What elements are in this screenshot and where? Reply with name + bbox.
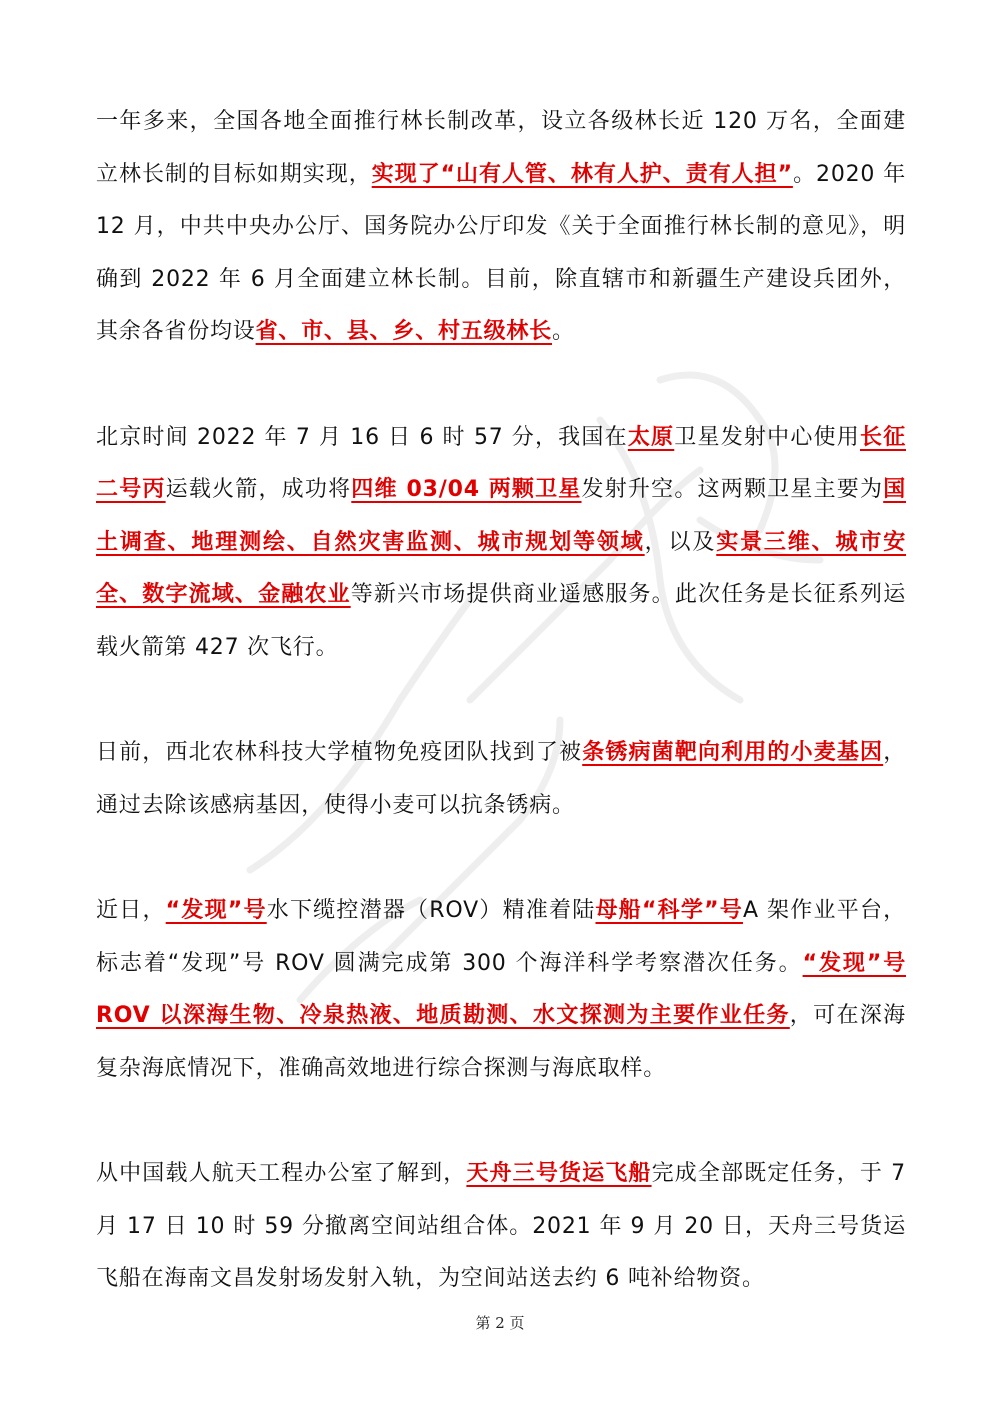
paragraph-tianzhou bbox=[96, 1148, 906, 1306]
highlighted-text: 母船“科学”号 bbox=[595, 898, 743, 923]
highlighted-text: 国土调查、地理测绘、自然灾害监测、城市规划等领域 bbox=[96, 477, 907, 555]
page-number: 第 2 页 bbox=[475, 1314, 525, 1332]
highlighted-text: 四维 03/04 两颗卫星 bbox=[351, 477, 582, 502]
body-text: 。 bbox=[552, 319, 575, 344]
paragraph-satellite-launch bbox=[96, 412, 906, 675]
body-text: 发射升空。这两颗卫星主要为 bbox=[581, 477, 884, 502]
body-text: 一年多来，全国各地全面推行林长制改革，设立各级林长近 120 万名，全面建立林长制的目标如期实现， bbox=[96, 109, 906, 187]
paragraph-wheat-gene bbox=[96, 727, 906, 832]
highlighted-text: “发现”号 ROV 以深海生物、冷泉热液、地质勘测、水文探测为主要作业任务 bbox=[96, 950, 907, 1028]
paragraph-rov bbox=[96, 885, 906, 1095]
highlighted-text: 长征二号丙 bbox=[96, 424, 906, 502]
article-body bbox=[96, 96, 906, 1306]
body-text: A 架作业平台，标志着“发现”号 ROV 圆满完成第 300 个海洋科学考察潜次任务。 bbox=[96, 898, 906, 976]
highlighted-text: 省、市、县、乡、村五级林长 bbox=[255, 319, 553, 344]
body-text: 卫星发射中心使用 bbox=[674, 424, 860, 450]
body-text: 从中国载人航天工程办公室了解到， bbox=[96, 1161, 467, 1186]
body-text: 日前，西北农林科技大学植物免疫团队找到了被 bbox=[96, 740, 583, 765]
highlighted-text: “发现”号 bbox=[165, 898, 267, 923]
highlighted-text: 实景三维、城市安全、数字流域、金融农业 bbox=[96, 529, 906, 607]
highlighted-text: 实现了“山有人管、林有人护、责有人担” bbox=[371, 161, 793, 187]
paragraph-forest-chief bbox=[96, 96, 906, 359]
highlighted-text: 太原 bbox=[627, 424, 675, 450]
body-text: ，通过去除该感病基因，使得小麦可以抗条锈病。 bbox=[96, 740, 906, 818]
body-text: ，以及 bbox=[644, 529, 717, 555]
highlighted-text: 天舟三号货运飞船 bbox=[466, 1161, 652, 1186]
body-text: 水下缆控潜器（ROV）精准着陆 bbox=[266, 898, 596, 923]
highlighted-text: 条锈病菌靶向利用的小麦基因 bbox=[582, 740, 884, 765]
body-text: 北京时间 2022 年 7 月 16 日 6 时 57 分，我国在 bbox=[96, 424, 628, 450]
body-text: 。2020 年 12 月，中共中央办公厅、国务院办公厅印发《关于全面推行林长制的意见》，明确到 2022 年 6 月全面建立林长制。目前，除直辖市和新疆生产建设兵团外，其余各省份均设 bbox=[96, 161, 906, 344]
body-text: ，可在深海复杂海底情况下，准确高效地进行综合探测与海底取样。 bbox=[96, 1003, 906, 1081]
body-text: 近日， bbox=[96, 898, 166, 923]
body-text: 运载火箭，成功将 bbox=[165, 477, 352, 502]
body-text: 完成全部既定任务，于 7 月 17 日 10 时 59 分撤离空间站组合体。2021 年 9 月 20 日，天舟三号货运飞船在海南文昌发射场发射入轨，为空间站送去约 6 吨补给物资。 bbox=[96, 1161, 906, 1291]
body-text: 等新兴市场提供商业遥感服务。此次任务是长征系列运载火箭第 427 次飞行。 bbox=[96, 582, 906, 660]
